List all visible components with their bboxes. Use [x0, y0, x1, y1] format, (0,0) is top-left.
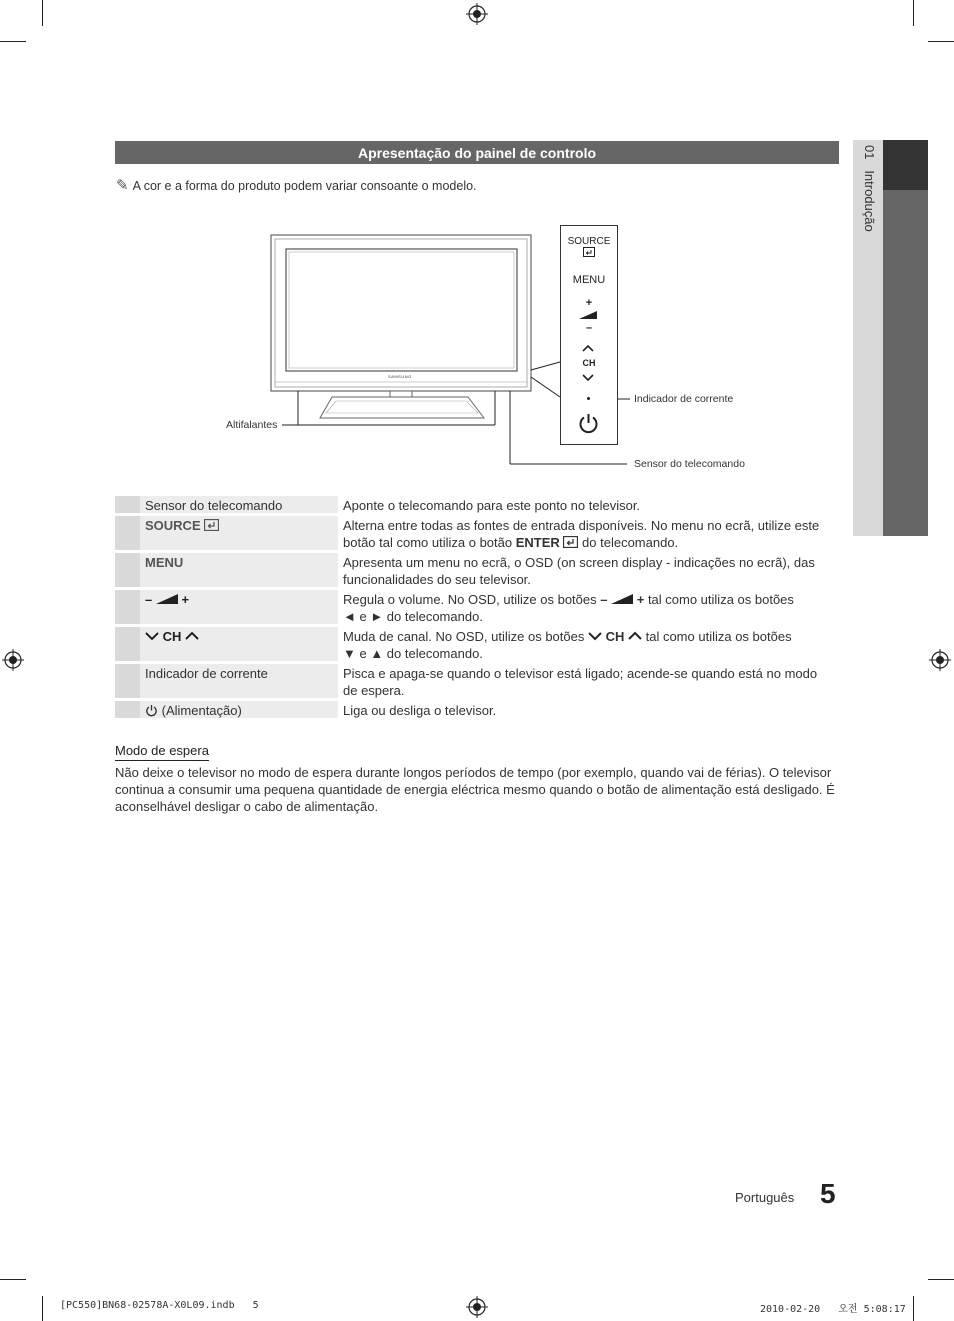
chevron-up-icon — [628, 631, 642, 641]
chapter-number: 01 — [862, 145, 877, 160]
power-indicator-dot — [587, 397, 590, 400]
row-desc: Liga ou desliga o televisor. — [343, 703, 497, 718]
table-row — [115, 496, 839, 513]
print-info-file: [PC550]BN68-02578A-X0L09.indb 5 — [60, 1300, 259, 1311]
table-row — [115, 590, 839, 624]
row-desc: Apresenta um menu no ecrã, o OSD (on screen display - indicações no ecrã), das funcionalidades do seu televisor. — [343, 555, 815, 587]
crop-mark — [42, 1296, 43, 1321]
label-power-indicator: Indicador de corrente — [634, 393, 734, 405]
row-name: (Alimentação) — [140, 701, 338, 718]
panel-menu-button[interactable]: MENU — [572, 274, 606, 286]
chapter-title: Introdução — [862, 170, 877, 232]
row-name: CH — [140, 627, 338, 661]
crop-mark — [913, 0, 914, 26]
print-info-date: 2010-02-20 오전 5:08:17 — [760, 1304, 906, 1315]
standby-title: Modo de espera — [115, 743, 209, 761]
power-icon[interactable] — [577, 412, 600, 435]
side-tab-marker — [883, 140, 928, 190]
row-desc: Pisca e apaga-se quando o televisor está ligado; acende-se quando está no modo de espera. — [343, 666, 818, 698]
registration-mark-icon — [929, 649, 951, 671]
volume-icon — [611, 594, 633, 604]
panel-volume-plus[interactable]: + — [585, 297, 593, 309]
crop-mark — [913, 1296, 914, 1321]
table-row — [115, 701, 839, 718]
volume-icon — [156, 594, 178, 604]
crop-mark — [0, 1279, 26, 1280]
row-desc: Aponte o telecomando para este ponto no televisor. — [343, 498, 641, 513]
row-name: SOURCE — [140, 516, 338, 550]
table-row — [115, 553, 839, 587]
crop-mark — [928, 1279, 954, 1280]
note-text: A cor e a forma do produto podem variar consoante o modelo. — [132, 179, 477, 193]
tv-screen — [286, 249, 517, 371]
standby-text: Não deixe o televisor no modo de espera durante longos períodos de tempo (por exemplo, quando vai de férias). O televisor continua a consumir uma pequena quantidade de energia eléctrica mesmo quando o botão de alimentação está desligado. É aconselhável desligar o cabo de alimentação. — [115, 765, 835, 814]
label-remote-sensor: Sensor do telecomando — [634, 458, 745, 470]
registration-mark-icon — [466, 1296, 488, 1318]
footer-language: Português — [735, 1190, 795, 1205]
row-name: – + — [140, 590, 338, 624]
side-tab-dark — [883, 140, 928, 536]
chevron-down-icon[interactable] — [582, 374, 594, 382]
table-row — [115, 664, 839, 698]
enter-icon — [204, 519, 219, 531]
registration-mark-icon — [2, 649, 24, 671]
row-desc: Muda de canal. No OSD, utilize os botões CH tal como utiliza os botões ▼ e ▲ do telecomando. — [343, 629, 792, 661]
chevron-up-icon — [185, 631, 199, 641]
row-name: Sensor do telecomando — [140, 496, 338, 513]
row-desc: Regula o volume. No OSD, utilize os botões – + tal como utiliza os botões ◄ e ► do telecomando. — [343, 592, 794, 624]
registration-mark-icon — [466, 3, 488, 25]
panel-source-button[interactable] — [560, 236, 618, 257]
panel-channel-label: CH — [582, 358, 596, 368]
label-speakers: Altifalantes — [226, 419, 278, 431]
pencil-note-icon: ✎ — [116, 177, 129, 194]
panel-volume-minus[interactable]: – — [585, 322, 593, 334]
volume-icon — [579, 311, 597, 319]
chevron-down-icon — [145, 631, 159, 641]
page-number: 5 — [820, 1178, 836, 1209]
row-desc: Alterna entre todas as fontes de entrada disponíveis. No menu no ecrã, utilize este botão tal como utiliza o botão ENTER do telecomando. — [343, 518, 820, 550]
section-title: Apresentação do painel de controlo — [115, 141, 839, 164]
table-row — [115, 516, 839, 550]
crop-mark — [928, 41, 954, 42]
tv-stand-base — [320, 397, 484, 418]
crop-mark — [0, 41, 26, 42]
row-name: Indicador de corrente — [140, 664, 338, 698]
enter-icon — [563, 536, 578, 548]
enter-icon — [583, 247, 595, 257]
row-name: MENU — [140, 553, 338, 587]
chevron-up-icon[interactable] — [582, 344, 594, 352]
table-row — [115, 627, 839, 661]
panel-source-label: SOURCE — [567, 236, 611, 247]
crop-mark — [42, 0, 43, 26]
note — [116, 176, 477, 194]
chevron-down-icon — [588, 631, 602, 641]
tv-brand-logo: SAMSUNG — [388, 374, 412, 379]
power-icon — [145, 704, 158, 717]
